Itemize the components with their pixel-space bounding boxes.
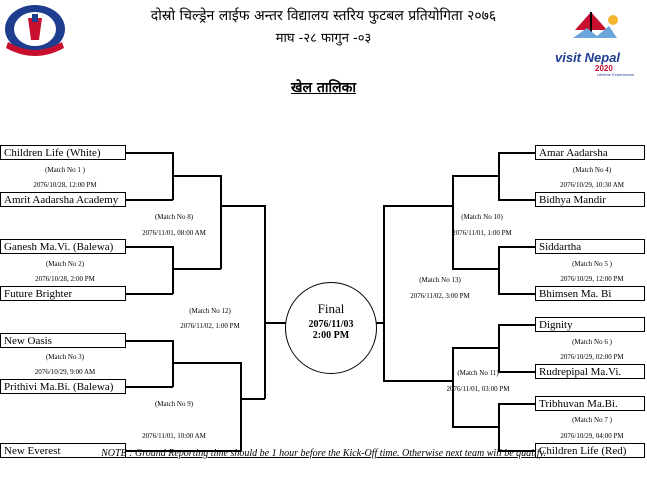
team-slot: Prithivi Ma.Bi. (Balewa) (0, 379, 126, 394)
bracket-line (498, 324, 536, 326)
bracket-line (452, 175, 499, 177)
school-logo (2, 2, 68, 60)
bracket-line (240, 398, 265, 400)
bracket-line (376, 322, 384, 324)
match-label: (Match No 8) (154, 213, 194, 221)
bracket-line (125, 199, 173, 201)
match-label: (Match No 5 ) (572, 260, 612, 268)
schedule-heading: खेल तालिका (291, 80, 356, 96)
bracket-line (498, 246, 536, 248)
team-slot: Future Brighter (0, 286, 126, 301)
tournament-title: दोस्रो चिल्ड्रेन लाईफ अन्तर विद्यालय स्तरिय फुटबल प्रतियोगिता २०७६ (150, 8, 497, 24)
bracket-line (452, 268, 499, 270)
team-slot: Bidhya Mandir (535, 192, 645, 207)
match-label: (Match No 9) (154, 400, 194, 408)
match-date: 2076/10/28, 12:00 PM (33, 181, 97, 189)
final-label: Final (317, 301, 345, 316)
team-slot: Rudrepipal Ma.Vi. (535, 364, 645, 379)
bracket-line (125, 386, 173, 388)
logo-year-text: 2020 (595, 64, 613, 73)
team-slot: Bhimsen Ma. Bi (535, 286, 645, 301)
bracket-line (383, 205, 385, 381)
match-date: 2076/10/29, 9:00 AM (34, 368, 96, 376)
match-date: 2076/11/02, 3:00 PM (410, 292, 470, 300)
note-text: Ground Reporting time should be 1 hour before the Kick-Off time. Otherwise next team will be qualify. (132, 448, 546, 459)
match-label: (Match No 13) (419, 276, 461, 284)
note-prefix: NOTE : (101, 448, 133, 459)
match-label: (Match No 4) (572, 166, 612, 174)
match-label: (Match No 6 ) (572, 338, 612, 346)
bracket-line (498, 199, 536, 201)
match-label: (Match No 3) (45, 353, 85, 361)
match-date: 2076/11/01, 1:00 PM (452, 229, 512, 237)
team-slot: Siddartha (535, 239, 645, 254)
match-label: (Match No 2) (45, 260, 85, 268)
footer-note (0, 448, 647, 459)
match-label: (Match No 10) (461, 213, 503, 221)
team-slot: Children Life (Red) (535, 443, 645, 458)
bracket-line (220, 175, 222, 269)
bracket-line (452, 175, 454, 269)
final-match-circle (285, 282, 377, 374)
match-date: 2076/11/02, 1:00 PM (180, 322, 240, 330)
team-slot: Amrit Aadarsha Academy (0, 192, 126, 207)
visit-nepal-logo (553, 8, 635, 76)
bracket-line (125, 340, 173, 342)
match-label: (Match No 1 ) (45, 166, 85, 174)
match-date: 2076/11/01, 10:00 AM (142, 432, 206, 440)
bracket-line (498, 152, 536, 154)
match-label: (Match No 11) (457, 369, 499, 377)
bracket-line (125, 293, 173, 295)
team-slot: Dignity (535, 317, 645, 332)
bracket-line (172, 175, 221, 177)
final-time: 2:00 PM (312, 330, 350, 341)
bracket-line (498, 246, 500, 294)
final-date: 2076/11/03 (308, 319, 354, 330)
match-date: 2076/11/01, 03:00 PM (446, 385, 510, 393)
match-date: 2076/10/29, 10:30 AM (560, 181, 624, 189)
match-date: 2076/10/29, 02:00 PM (560, 353, 624, 361)
team-slot: Amar Aadarsha (535, 145, 645, 160)
team-slot: New Oasis (0, 333, 126, 348)
tournament-dates: माघ -२८ फागुन -०३ (275, 31, 372, 46)
team-slot: Tribhuvan Ma.Bi. (535, 396, 645, 411)
team-slot: Ganesh Ma.Vi. (Balewa) (0, 239, 126, 254)
bracket-line (172, 340, 174, 387)
bracket-line (452, 426, 499, 428)
team-slot: New Everest (0, 443, 126, 458)
match-date: 2076/10/29, 12:00 PM (560, 275, 624, 283)
match-date: 2076/10/29, 04:00 PM (560, 432, 624, 440)
match-date: 2076/11/01, 08:00 AM (142, 229, 206, 237)
match-label: (Match No 12) (189, 307, 231, 315)
bracket-line (498, 403, 536, 405)
bracket-line (264, 205, 266, 399)
bracket-line (172, 362, 241, 364)
team-slot: Children Life (White) (0, 145, 126, 160)
bracket-line (383, 380, 453, 382)
bracket-line (172, 246, 174, 294)
bracket-line (172, 268, 221, 270)
logo-brand-text: visit Nepal (555, 50, 621, 65)
bracket-line (240, 362, 242, 451)
bracket-line (383, 205, 453, 207)
match-date: 2076/10/28, 2:00 PM (35, 275, 95, 283)
match-label: (Match No 7 ) (572, 416, 612, 424)
bracket-line (125, 152, 173, 154)
bracket-line (452, 347, 499, 349)
bracket-line (498, 293, 536, 295)
logo-tagline-text: Lifetime Experiences (597, 72, 635, 76)
bracket-line (220, 205, 265, 207)
bracket-line (264, 322, 286, 324)
bracket-line (125, 246, 173, 248)
